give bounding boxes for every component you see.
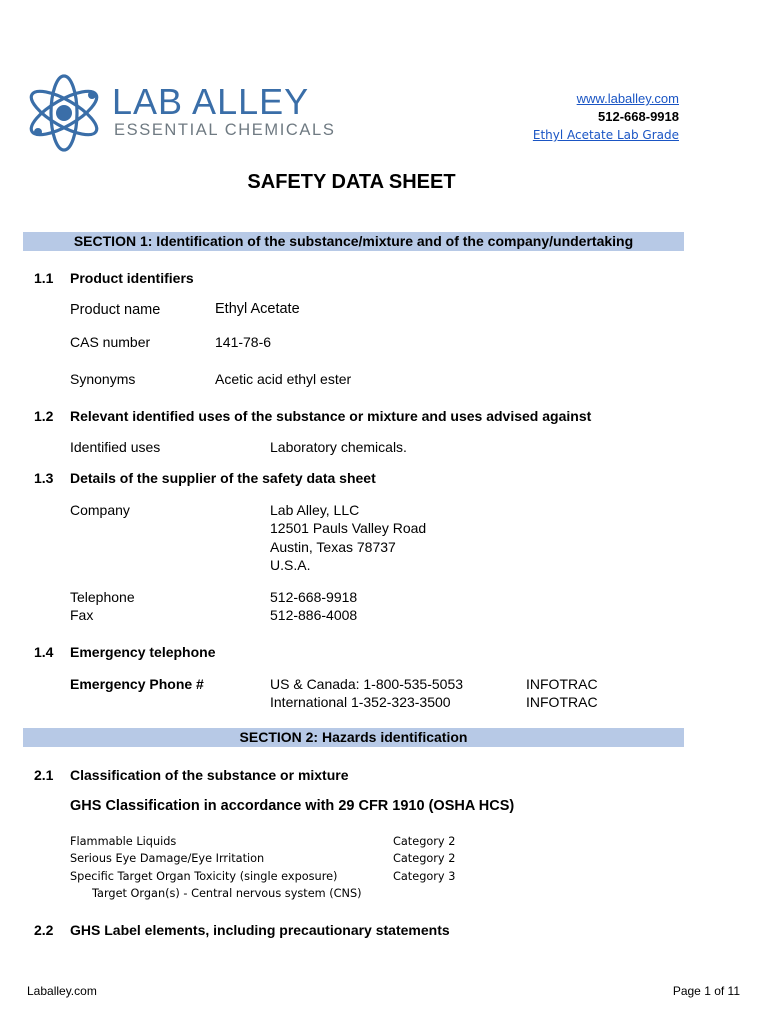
section-1-1-number: 1.1 — [34, 270, 54, 286]
section-1-1-title: Product identifiers — [70, 270, 194, 286]
synonyms-label: Synonyms — [70, 371, 136, 387]
emergency-number: US & Canada: 1-800-535-5053 — [270, 676, 464, 692]
website-link[interactable]: www.laballey.com — [576, 91, 679, 106]
section-2-2-title: GHS Label elements, including precautionary statements — [70, 922, 450, 938]
section-1-2-number: 1.2 — [34, 408, 54, 424]
page-title: SAFETY DATA SHEET — [247, 171, 456, 193]
emergency-provider: INFOTRAC — [526, 676, 598, 692]
synonyms-value: Acetic acid ethyl ester — [215, 371, 352, 387]
product-name-value: Ethyl Acetate — [215, 301, 300, 317]
header-phone: 512-668-9918 — [598, 109, 679, 124]
section-1-3-title: Details of the supplier of the safety data sheet — [70, 470, 376, 486]
footer-site: Laballey.com — [27, 984, 97, 998]
section-2-1-title: Classification of the substance or mixture — [70, 767, 349, 783]
emergency-phone-label: Emergency Phone # — [70, 676, 204, 692]
emergency-number: International 1-352-323-3500 — [270, 694, 451, 710]
fax-label: Fax — [70, 607, 94, 623]
fax-value: 512-886-4008 — [270, 607, 358, 623]
hazard-category: Category 2 — [393, 852, 456, 865]
section-2-2-number: 2.2 — [34, 922, 54, 938]
emergency-provider: INFOTRAC — [526, 694, 598, 710]
company-line: Lab Alley, LLC — [270, 502, 360, 518]
company-label: Company — [70, 502, 130, 518]
hazard-class: Serious Eye Damage/Eye Irritation — [70, 852, 265, 865]
brand-tagline: ESSENTIAL CHEMICALS — [114, 121, 336, 139]
identified-uses-label: Identified uses — [70, 439, 161, 455]
atom-logo-icon — [24, 68, 104, 158]
hazard-class: Flammable Liquids — [70, 835, 177, 848]
product-link[interactable]: Ethyl Acetate Lab Grade — [532, 128, 679, 142]
hazard-category: Category 2 — [393, 835, 456, 848]
company-line: Austin, Texas 78737 — [270, 539, 396, 555]
target-organ-note: Target Organ(s) - Central nervous system (CNS) — [92, 887, 362, 900]
cas-number-value: 141-78-6 — [215, 334, 272, 350]
cas-number-label: CAS number — [70, 334, 151, 350]
telephone-label: Telephone — [70, 589, 135, 605]
brand-name: LAB ALLEY — [112, 81, 310, 122]
hazard-category: Category 3 — [393, 870, 456, 883]
section-1-heading: SECTION 1: Identification of the substance/mixture and of the company/undertaking — [23, 232, 684, 251]
identified-uses-value: Laboratory chemicals. — [270, 439, 407, 455]
hazard-class: Specific Target Organ Toxicity (single exposure) — [70, 870, 338, 883]
telephone-value: 512-668-9918 — [270, 589, 358, 605]
section-1-4-number: 1.4 — [34, 644, 54, 660]
section-1-2-title: Relevant identified uses of the substance or mixture and uses advised against — [70, 408, 592, 424]
ghs-classification-heading: GHS Classification in accordance with 29 CFR 1910 (OSHA HCS) — [70, 798, 515, 814]
company-line: U.S.A. — [270, 557, 311, 573]
page-number: Page 1 of 11 — [672, 984, 740, 998]
section-1-4-title: Emergency telephone — [70, 644, 216, 660]
product-name-label: Product name — [70, 302, 161, 318]
section-2-1-number: 2.1 — [34, 767, 54, 783]
company-line: 12501 Pauls Valley Road — [270, 520, 427, 536]
section-1-3-number: 1.3 — [34, 470, 54, 486]
section-2-heading: SECTION 2: Hazards identification — [23, 728, 684, 747]
